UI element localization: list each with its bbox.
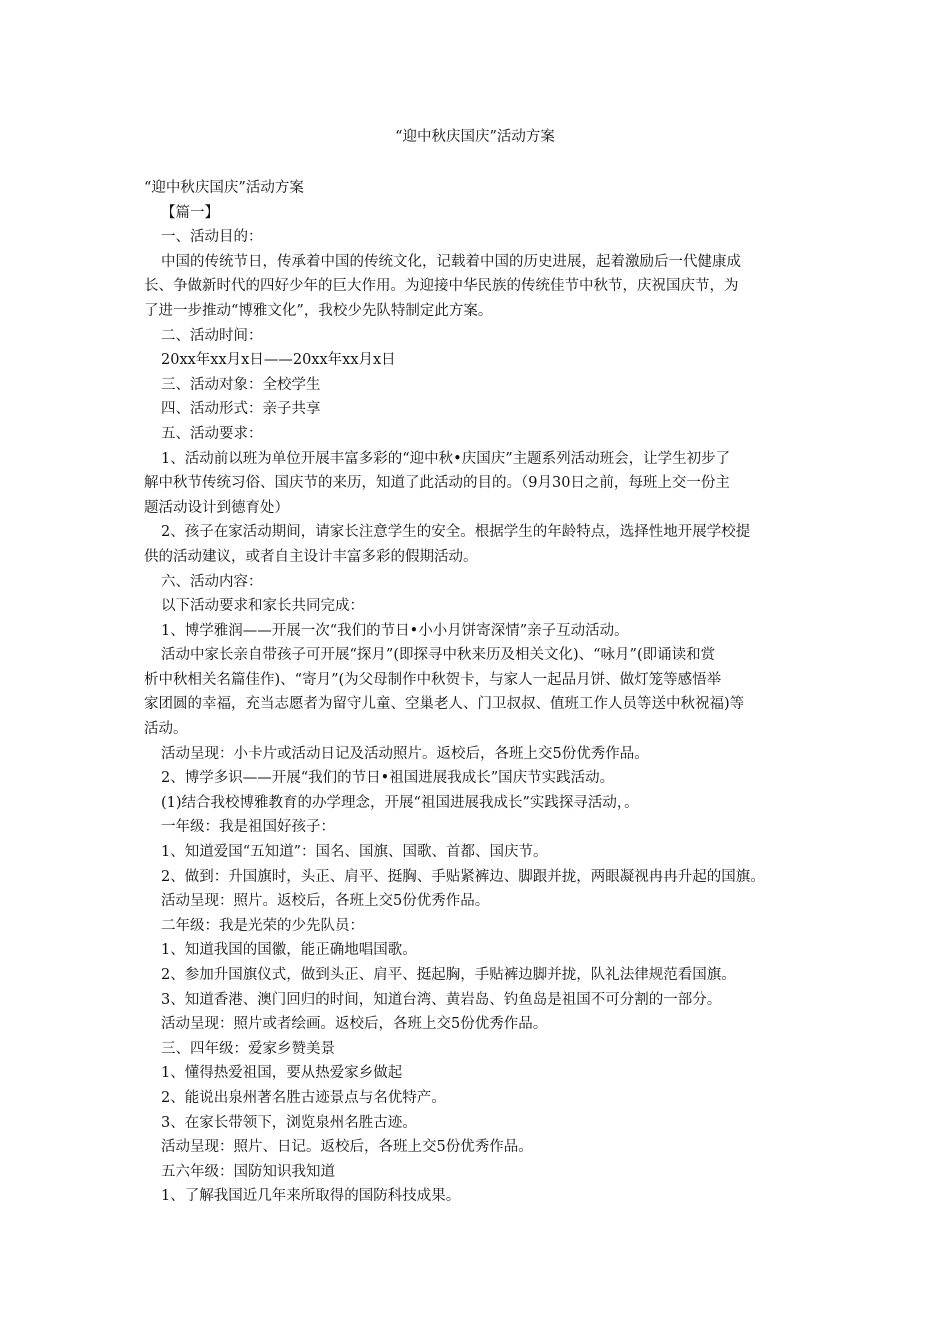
text-line: 20xx年xx月x日——20xx年xx月x日 (161, 352, 396, 369)
text-line: 长、争做新时代的四好少年的巨大作用。为迎接中华民族的传统佳节中秋节，庆祝国庆节，为 (144, 278, 739, 295)
text-line: 解中秋节传统习俗、国庆节的来历，知道了此活动的目的。（9月30日之前，每班上交一份主 (144, 475, 730, 492)
text-line: 一、活动目的： (161, 229, 263, 246)
text-line: 2、做到：升国旗时，头正、肩平、挺胸、手贴紧裤边、脚跟并拢，两眼凝视冉冉升起的国旗。 (161, 868, 765, 885)
text-line: 六、活动内容： (161, 573, 263, 590)
text-line: 1、活动前以班为单位开展丰富多彩的“迎中秋•庆国庆”主题系列活动班会，让学生初步了 (161, 450, 731, 467)
text-line: 2、孩子在家活动期间，请家长注意学生的安全。根据学生的年龄特点，选择性地开展学校提 (161, 524, 751, 541)
text-line: 3、知道香港、澳门回归的时间，知道台湾、黄岩岛、钓鱼岛是祖国不可分割的一部分。 (161, 991, 722, 1008)
text-line: 2、参加升国旗仪式，做到头正、肩平、挺起胸，手贴裤边脚并拢，队礼法律规范看国旗。 (161, 967, 736, 983)
text-line: 2、能说出泉州著名胜古迹景点与名优特产。 (161, 1089, 446, 1106)
text-line: 家团圆的幸福，充当志愿者为留守儿童、空巢老人、门卫叔叔、值班工作人员等送中秋祝福)等 (144, 696, 745, 713)
document-title: “迎中秋庆国庆”活动方案 (395, 129, 555, 145)
text-line: 四、活动形式：亲子共享 (161, 401, 321, 418)
text-line: (1)结合我校博雅教育的办学理念，开展“祖国进展我成长”实践探寻活动，。 (161, 794, 639, 811)
text-line: 1、博学雅润——开展一次“我们的节日•小小月饼寄深情”亲子互动活动。 (161, 622, 629, 639)
text-line: 活动。 (144, 721, 188, 738)
text-line: 【篇一】 (161, 204, 219, 221)
text-line: 1、了解我国近几年来所取得的国防科技成果。 (161, 1188, 461, 1205)
text-line: 二年级：我是光荣的少先队员： (161, 917, 364, 934)
text-line: 五六年级：国防知识我知道 (161, 1163, 335, 1180)
text-line: 了进一步推动“博雅文化”，我校少先队特制定此方案。 (144, 302, 493, 319)
text-line: 活动呈现：照片或者绘画。返校后，各班上交5份优秀作品。 (161, 1016, 548, 1033)
text-line: 供的活动建议，或者自主设计丰富多彩的假期活动。 (144, 548, 478, 565)
text-line: 活动呈现：照片。返校后，各班上交5份优秀作品。 (161, 893, 490, 910)
text-line: 以下活动要求和家长共同完成： (161, 598, 364, 615)
text-line: 二、活动时间： (161, 327, 263, 344)
text-line: 一年级：我是祖国好孩子： (161, 819, 335, 836)
text-line: 1、知道爱国“五知道”：国名、国旗、国歌、首都、国庆节。 (161, 844, 548, 861)
document-body (144, 176, 824, 1209)
text-line: 析中秋相关名篇佳作)、“寄月”(为父母制作中秋贺卡，与家人一起品月饼、做灯笼等感悟举 (144, 671, 722, 688)
text-line: “迎中秋庆国庆”活动方案 (144, 180, 304, 196)
text-line: 1、知道我国的国徽，能正确地唱国歌。 (161, 942, 417, 959)
text-line: 2、博学多识——开展“我们的节日•祖国进展我成长”国庆节实践活动。 (161, 770, 615, 787)
text-line: 三、四年级：爱家乡赞美景 (161, 1040, 335, 1057)
text-line: 中国的传统节日，传承着中国的传统文化，记载着中国的历史进展，起着激励后一代健康成 (161, 253, 741, 270)
text-line: 3、在家长带领下，浏览泉州名胜古迹。 (161, 1114, 417, 1131)
text-line: 三、活动对象：全校学生 (161, 376, 321, 393)
text-line: 活动呈现：小卡片或活动日记及活动照片。返校后，各班上交5份优秀作品。 (161, 745, 649, 762)
text-line: 五、活动要求： (161, 425, 263, 442)
text-line: 1、懂得热爱祖国，要从热爱家乡做起 (161, 1065, 403, 1082)
text-line: 活动呈现：照片、日记。返校后，各班上交5份优秀作品。 (161, 1139, 533, 1156)
text-line: 活动中家长亲自带孩子可开展“探月”(即探寻中秋来历及相关文化)、“咏月”(即诵读和赏 (161, 647, 716, 664)
text-line: 题活动设计到德育处） (144, 499, 289, 516)
